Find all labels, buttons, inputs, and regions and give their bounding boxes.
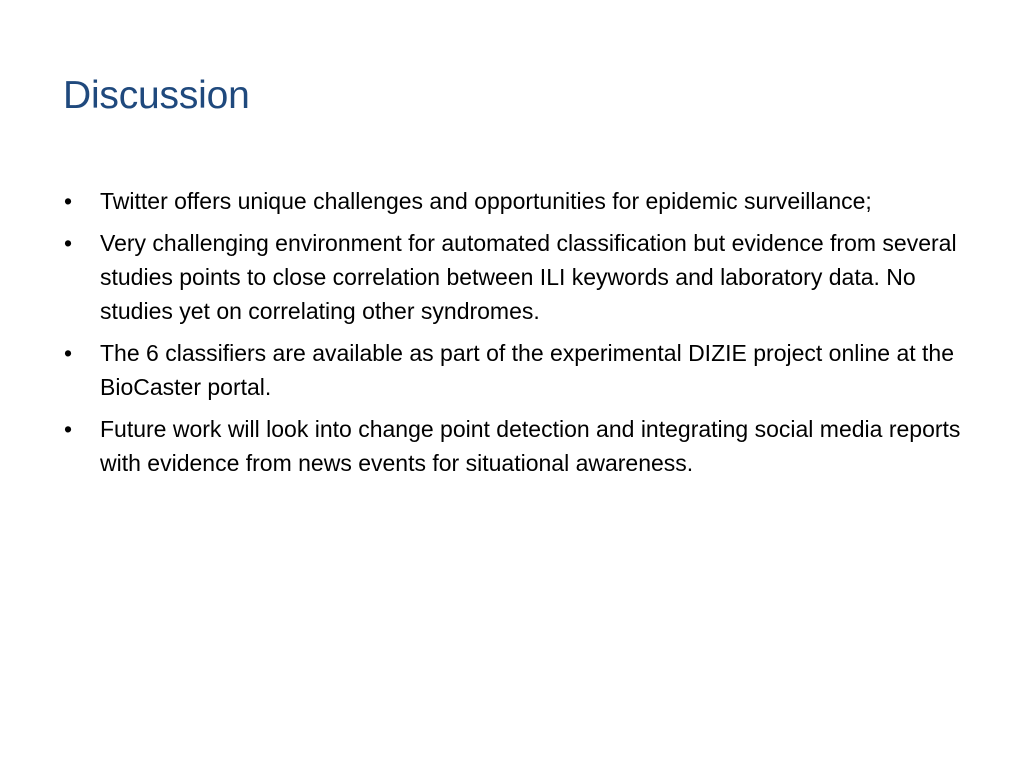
bullet-item [60,336,965,404]
bullet-text: Twitter offers unique challenges and opportunities for epidemic surveillance; [100,188,872,214]
slide-title: Discussion [63,74,250,117]
bullet-icon: • [63,230,73,256]
bullet-icon: • [63,188,73,214]
bullet-icon: • [63,340,73,366]
bullet-item [60,412,965,480]
bullet-text: Very challenging environment for automated classification but evidence from several studies points to close correlation between ILI keywords and laboratory data. No studies yet on correlating other syndromes. [100,230,957,324]
bullet-item [60,226,965,328]
bullet-text: Future work will look into change point detection and integrating social media reports with evidence from news events for situational awareness. [100,416,961,476]
bullet-icon: • [63,416,73,442]
bullet-text: The 6 classifiers are available as part of the experimental DIZIE project online at the BioCaster portal. [100,340,954,400]
bullet-item [60,184,965,218]
bullet-list [60,184,965,488]
